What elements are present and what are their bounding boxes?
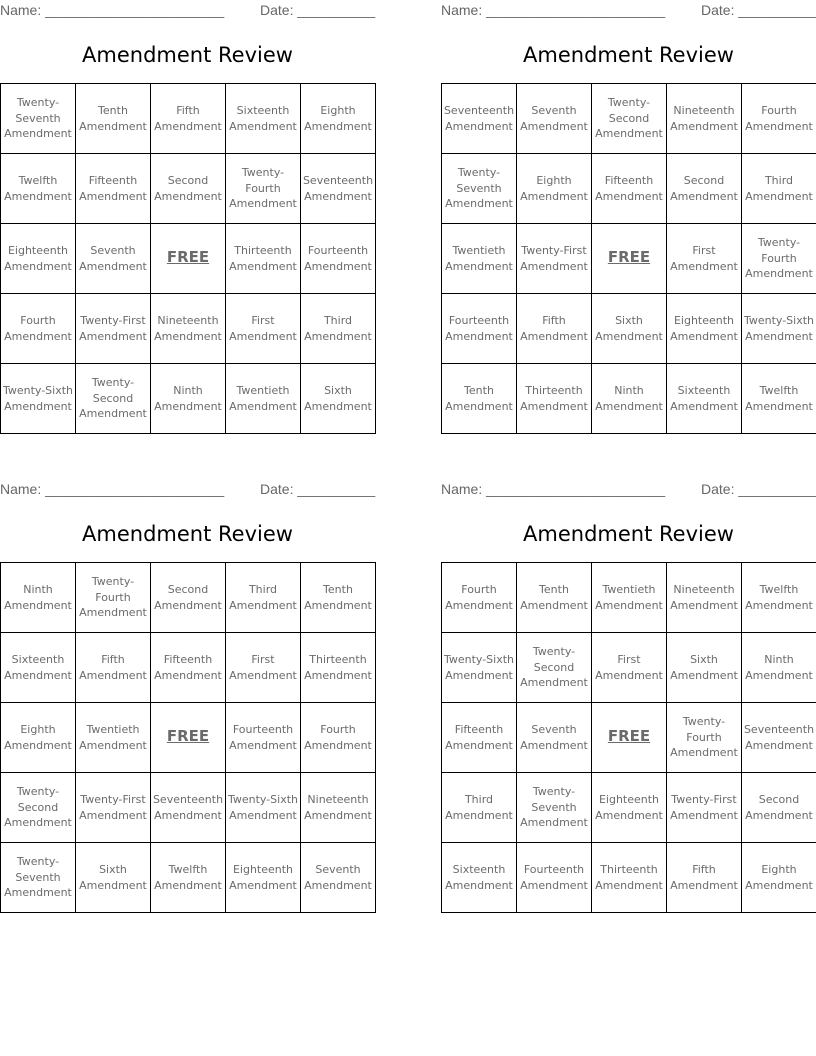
- bingo-cell: [76, 154, 151, 224]
- bingo-cell: [226, 633, 301, 703]
- cell-label: Seventeenth Amendment: [302, 174, 374, 203]
- bingo-cell: [667, 224, 742, 294]
- bingo-cell: [301, 633, 376, 703]
- bingo-cell: [151, 294, 226, 364]
- cell-label: Twenty-Sixth Amendment: [743, 314, 815, 343]
- cell-label: Seventeenth Amendment: [743, 723, 815, 752]
- bingo-cell: [742, 294, 816, 364]
- bingo-cell: [517, 703, 592, 773]
- cell-label: Twenty-Sixth Amendment: [443, 653, 515, 682]
- bingo-cell: [226, 154, 301, 224]
- cell-label: Fifth Amendment: [670, 863, 738, 892]
- cell-label: Eighteenth Amendment: [595, 793, 663, 822]
- bingo-cell: [301, 843, 376, 913]
- cell-label: Seventh Amendment: [520, 104, 588, 133]
- bingo-cell: [667, 154, 742, 224]
- bingo-cell: [301, 364, 376, 434]
- bingo-cell: [442, 294, 517, 364]
- bingo-cell: [1, 563, 76, 633]
- grid-row: [442, 154, 816, 224]
- bingo-cell: [1, 364, 76, 434]
- bingo-cell: [151, 773, 226, 843]
- grid-row: [1, 364, 376, 434]
- cell-label: Sixth Amendment: [304, 384, 372, 413]
- bingo-cell: [442, 154, 517, 224]
- cell-label: First Amendment: [670, 244, 738, 273]
- cell-label: Twenty-Fourth Amendment: [79, 575, 147, 620]
- grid-row: [1, 773, 376, 843]
- bingo-cell: [226, 224, 301, 294]
- bingo-cell: [76, 633, 151, 703]
- cell-label: Seventh Amendment: [520, 723, 588, 752]
- bingo-cell: [442, 563, 517, 633]
- cell-label: Ninth Amendment: [4, 583, 72, 612]
- cell-label: Fourth Amendment: [445, 583, 513, 612]
- cell-label: First Amendment: [229, 653, 297, 682]
- free-label: FREE: [607, 248, 651, 267]
- bingo-cell: [667, 294, 742, 364]
- bingo-card-4: [441, 479, 816, 914]
- cell-label: Fifteenth Amendment: [79, 174, 147, 203]
- bingo-cell: [151, 364, 226, 434]
- bingo-cell: [742, 154, 816, 224]
- name-field: Name: _______________________: [0, 2, 225, 18]
- cell-label: Twenty- Second Amendment: [79, 376, 147, 421]
- bingo-cell: [301, 154, 376, 224]
- name-field: Name: _______________________: [0, 481, 225, 497]
- bingo-cell: [742, 84, 816, 154]
- grid-row: [442, 563, 816, 633]
- cell-label: Tenth Amendment: [304, 583, 372, 612]
- name-field: Name: _______________________: [441, 481, 666, 497]
- cell-label: Twenty-Fourth Amendment: [745, 236, 813, 281]
- cell-label: Seventh Amendment: [304, 863, 372, 892]
- cell-label: First Amendment: [229, 314, 297, 343]
- cell-label: Fifth Amendment: [154, 104, 222, 133]
- bingo-cell: [742, 364, 816, 434]
- cell-label: Fourth Amendment: [4, 314, 72, 343]
- bingo-cell: [1, 773, 76, 843]
- bingo-cell: [1, 703, 76, 773]
- grid-row: [1, 154, 376, 224]
- cell-label: Twelfth Amendment: [154, 863, 222, 892]
- bingo-cell: [592, 84, 667, 154]
- bingo-cell: [667, 843, 742, 913]
- cell-label: Eighth Amendment: [4, 723, 72, 752]
- date-field: Date: __________: [701, 2, 816, 18]
- bingo-cell: [151, 633, 226, 703]
- bingo-cell: [517, 773, 592, 843]
- bingo-cell: [742, 224, 816, 294]
- cell-label: Sixteenth Amendment: [4, 653, 72, 682]
- cell-label: Tenth Amendment: [520, 583, 588, 612]
- bingo-cell: [226, 773, 301, 843]
- free-label: FREE: [166, 727, 210, 746]
- cell-label: Third Amendment: [304, 314, 372, 343]
- bingo-card-3: [0, 479, 375, 914]
- cell-label: Thirteenth Amendment: [229, 244, 297, 273]
- grid-row: [1, 84, 376, 154]
- cell-label: Second Amendment: [154, 174, 222, 203]
- cell-label: Twenty- Seventh Amendment: [4, 96, 72, 141]
- cell-label: Twelfth Amendment: [745, 583, 813, 612]
- cell-label: Twentieth Amendment: [445, 244, 513, 273]
- cell-label: Fourteenth Amendment: [229, 723, 297, 752]
- bingo-cell: [667, 773, 742, 843]
- bingo-cell: [76, 843, 151, 913]
- cell-label: Seventh Amendment: [79, 244, 147, 273]
- bingo-cell: [442, 703, 517, 773]
- cell-label: Twenty- Seventh Amendment: [4, 855, 72, 900]
- cell-label: Eighteenth Amendment: [229, 863, 297, 892]
- cell-label: Twenty- Second Amendment: [595, 96, 663, 141]
- cell-label: Seventeenth Amendment: [152, 793, 224, 822]
- card-header: [441, 2, 816, 20]
- cell-label: Thirteenth Amendment: [520, 384, 588, 413]
- grid-row: [1, 563, 376, 633]
- bingo-cell: [226, 364, 301, 434]
- card-title: Amendment Review: [523, 522, 734, 546]
- free-cell: [592, 224, 667, 294]
- cell-label: Sixteenth Amendment: [670, 384, 738, 413]
- bingo-cell: [742, 563, 816, 633]
- card-title: Amendment Review: [82, 43, 293, 67]
- bingo-cell: [76, 703, 151, 773]
- cell-label: Nineteenth Amendment: [154, 314, 222, 343]
- bingo-cell: [442, 84, 517, 154]
- bingo-cell: [592, 773, 667, 843]
- cell-label: Fourteenth Amendment: [445, 314, 513, 343]
- cell-label: Second Amendment: [670, 174, 738, 203]
- cell-label: Second Amendment: [154, 583, 222, 612]
- cell-label: Twenty-First Amendment: [79, 314, 147, 343]
- grid-row: [1, 843, 376, 913]
- date-field: Date: __________: [260, 481, 376, 497]
- bingo-cell: [301, 563, 376, 633]
- bingo-cell: [742, 633, 816, 703]
- cell-label: Sixteenth Amendment: [229, 104, 297, 133]
- cell-label: Tenth Amendment: [445, 384, 513, 413]
- cell-label: Twenty-Sixth Amendment: [2, 384, 74, 413]
- bingo-cell: [226, 84, 301, 154]
- cell-label: Twenty-First Amendment: [79, 793, 147, 822]
- cell-label: Eighth Amendment: [304, 104, 372, 133]
- cell-label: Twentieth Amendment: [229, 384, 297, 413]
- bingo-cell: [76, 563, 151, 633]
- cell-label: Fourteenth Amendment: [304, 244, 372, 273]
- cell-label: Eighth Amendment: [520, 174, 588, 203]
- card-title: Amendment Review: [82, 522, 293, 546]
- bingo-cell: [442, 224, 517, 294]
- grid-row: [442, 84, 816, 154]
- bingo-cell: [226, 294, 301, 364]
- grid-row: [442, 773, 816, 843]
- bingo-cell: [592, 294, 667, 364]
- cell-label: Fourth Amendment: [304, 723, 372, 752]
- bingo-cell: [592, 364, 667, 434]
- bingo-grid: [0, 562, 376, 913]
- bingo-cell: [301, 224, 376, 294]
- bingo-cell: [151, 563, 226, 633]
- cell-label: Twelfth Amendment: [745, 384, 813, 413]
- bingo-cell: [592, 843, 667, 913]
- bingo-cell: [517, 563, 592, 633]
- card-header: [0, 481, 375, 499]
- cell-label: Eighth Amendment: [745, 863, 813, 892]
- grid-row: [1, 294, 376, 364]
- name-field: Name: _______________________: [441, 2, 666, 18]
- cell-label: Sixth Amendment: [670, 653, 738, 682]
- bingo-cell: [517, 364, 592, 434]
- bingo-cell: [226, 703, 301, 773]
- cell-label: Sixth Amendment: [595, 314, 663, 343]
- bingo-cell: [151, 154, 226, 224]
- bingo-cell: [226, 843, 301, 913]
- bingo-cell: [667, 364, 742, 434]
- cell-label: Twentieth Amendment: [79, 723, 147, 752]
- cell-label: Twenty-Fourth Amendment: [229, 166, 297, 211]
- grid-row: [442, 633, 816, 703]
- bingo-cell: [517, 84, 592, 154]
- cell-label: Ninth Amendment: [745, 653, 813, 682]
- cell-label: Thirteenth Amendment: [595, 863, 663, 892]
- grid-row: [442, 703, 816, 773]
- bingo-cell: [742, 773, 816, 843]
- bingo-cell: [442, 843, 517, 913]
- bingo-cell: [667, 563, 742, 633]
- cell-label: Twenty-Fourth Amendment: [670, 715, 738, 760]
- bingo-cell: [301, 703, 376, 773]
- cell-label: Sixteenth Amendment: [445, 863, 513, 892]
- cell-label: Nineteenth Amendment: [670, 104, 738, 133]
- bingo-cell: [226, 563, 301, 633]
- cell-label: Second Amendment: [745, 793, 813, 822]
- free-cell: [151, 703, 226, 773]
- bingo-card-1: [0, 0, 375, 435]
- bingo-card-2: [441, 0, 816, 435]
- cell-label: Third Amendment: [445, 793, 513, 822]
- bingo-cell: [517, 294, 592, 364]
- bingo-cell: [76, 84, 151, 154]
- bingo-cell: [442, 364, 517, 434]
- cell-label: Twenty- Seventh Amendment: [520, 785, 588, 830]
- bingo-cell: [76, 773, 151, 843]
- cell-label: Nineteenth Amendment: [304, 793, 372, 822]
- bingo-cell: [301, 84, 376, 154]
- free-label: FREE: [607, 727, 651, 746]
- cell-label: Fifteenth Amendment: [595, 174, 663, 203]
- cell-label: Fifteenth Amendment: [154, 653, 222, 682]
- bingo-cell: [592, 633, 667, 703]
- free-label: FREE: [166, 248, 210, 267]
- bingo-cell: [592, 563, 667, 633]
- cell-label: Twenty- Seventh Amendment: [445, 166, 513, 211]
- bingo-cell: [667, 703, 742, 773]
- cell-label: Fourth Amendment: [745, 104, 813, 133]
- free-cell: [151, 224, 226, 294]
- grid-row: [442, 364, 816, 434]
- cell-label: Fifth Amendment: [520, 314, 588, 343]
- bingo-cell: [76, 224, 151, 294]
- grid-row: [1, 224, 376, 294]
- bingo-cell: [667, 84, 742, 154]
- grid-row: [1, 633, 376, 703]
- bingo-cell: [517, 154, 592, 224]
- bingo-cell: [1, 294, 76, 364]
- bingo-cell: [517, 843, 592, 913]
- bingo-cell: [1, 224, 76, 294]
- bingo-grid: [0, 83, 376, 434]
- cell-label: Third Amendment: [229, 583, 297, 612]
- cell-label: Eighteenth Amendment: [4, 244, 72, 273]
- bingo-cell: [1, 843, 76, 913]
- cell-label: Tenth Amendment: [79, 104, 147, 133]
- cell-label: Twentieth Amendment: [595, 583, 663, 612]
- bingo-cell: [742, 843, 816, 913]
- cell-label: Seventeenth Amendment: [443, 104, 515, 133]
- bingo-cell: [151, 84, 226, 154]
- cell-label: Fifth Amendment: [79, 653, 147, 682]
- cell-label: Twenty-First Amendment: [520, 244, 588, 273]
- free-cell: [592, 703, 667, 773]
- bingo-grid: [441, 562, 816, 913]
- grid-row: [442, 843, 816, 913]
- cell-label: First Amendment: [595, 653, 663, 682]
- bingo-cell: [442, 773, 517, 843]
- bingo-cell: [442, 633, 517, 703]
- bingo-cell: [667, 633, 742, 703]
- date-field: Date: __________: [701, 481, 816, 497]
- bingo-cell: [301, 294, 376, 364]
- cell-label: Twenty-Sixth Amendment: [227, 793, 299, 822]
- cell-label: Ninth Amendment: [595, 384, 663, 413]
- cell-label: Twenty- Second Amendment: [520, 645, 588, 690]
- bingo-cell: [517, 633, 592, 703]
- grid-row: [442, 294, 816, 364]
- date-field: Date: __________: [260, 2, 376, 18]
- bingo-cell: [1, 84, 76, 154]
- cell-label: Twenty-First Amendment: [670, 793, 738, 822]
- bingo-cell: [742, 703, 816, 773]
- bingo-cell: [76, 364, 151, 434]
- grid-row: [442, 224, 816, 294]
- card-header: [441, 481, 816, 499]
- cell-label: Nineteenth Amendment: [670, 583, 738, 612]
- cell-label: Twelfth Amendment: [4, 174, 72, 203]
- cell-label: Fourteenth Amendment: [520, 863, 588, 892]
- bingo-cell: [1, 154, 76, 224]
- cell-label: Sixth Amendment: [79, 863, 147, 892]
- bingo-cell: [76, 294, 151, 364]
- grid-row: [1, 703, 376, 773]
- bingo-cell: [151, 843, 226, 913]
- bingo-cell: [517, 224, 592, 294]
- cell-label: Eighteenth Amendment: [670, 314, 738, 343]
- bingo-cell: [301, 773, 376, 843]
- cell-label: Fifteenth Amendment: [445, 723, 513, 752]
- bingo-cell: [592, 154, 667, 224]
- card-header: [0, 2, 375, 20]
- cell-label: Thirteenth Amendment: [304, 653, 372, 682]
- bingo-cell: [1, 633, 76, 703]
- card-title: Amendment Review: [523, 43, 734, 67]
- cell-label: Twenty- Second Amendment: [4, 785, 72, 830]
- cell-label: Third Amendment: [745, 174, 813, 203]
- cell-label: Ninth Amendment: [154, 384, 222, 413]
- bingo-grid: [441, 83, 816, 434]
